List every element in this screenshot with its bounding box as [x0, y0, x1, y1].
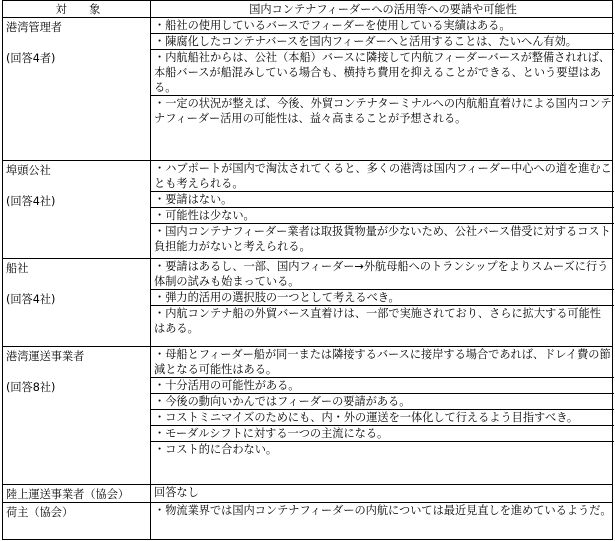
respondent-cell [3, 18, 151, 161]
table-row [3, 485, 613, 503]
respondent-count: (回答4者) [6, 52, 56, 65]
respondent-cell [3, 259, 151, 347]
response-item: ・モーダルシフトに対する一つの主流になる。 [154, 427, 389, 440]
header-content: 国内コンテナフィーダーへの活用等への要請や可能性 [151, 1, 613, 18]
respondent-name: 港湾運送事業者 [6, 350, 85, 363]
response-item: ・内航船社からは、公社（本船）バースに隣接して内航フィーダーバースが整備されれば、本船バースが船混みしている場合も、横持ち費用を抑えることができる、という要望はある。 [154, 51, 611, 94]
response-item: ・母船とフィーダー船が同一または隣接するバースに接岸する場合であれば、ドレイ費の節減となる可能性はある。 [154, 348, 611, 376]
response-item: ・一定の状況が整えば、今後、外貿コンテナターミナルへの内航船直着けによる国内コンテナフィーダー活用の可能性は、益々高まることが予想される。 [154, 97, 612, 125]
response-item: 回答なし [154, 486, 199, 499]
response-item: ・要請はあるし、一部、国内フィーダー→外航母船へのトランシップをよりスムーズに行う体制の試みも始まっている。 [154, 260, 609, 288]
response-cell [151, 503, 613, 540]
response-cell [151, 18, 613, 161]
respondent-name: 陸上運送事業者（協会） [6, 488, 130, 501]
response-item: ・国内コンテナフィーダー業者は取扱貨物量が少ないため、公社バース借受に対するコスト負担能力がないと考えられる。 [154, 225, 611, 253]
respondent-count: (回答4社) [6, 293, 56, 306]
table-body [3, 18, 613, 540]
respondent-cell [3, 485, 151, 503]
response-item: ・コストミニマイズのためにも、内・外の運送を一体化して行えるよう目指すべき。 [154, 411, 579, 424]
respondent-count: (回答8社) [6, 381, 56, 394]
response-item: ・内航コンテナ船の外貿バース直着けは、一部で実施されており、さらに拡大する可能性はある。 [154, 307, 601, 335]
table-row [3, 18, 613, 161]
respondent-count: (回答4社) [6, 195, 56, 208]
respondent-cell [3, 161, 151, 259]
response-item: ・要請はない。 [154, 193, 233, 206]
response-item: ・十分活用の可能性がある。 [154, 379, 300, 392]
response-cell [151, 485, 613, 503]
table-row [3, 347, 613, 485]
response-item: ・コスト的に合わない。 [154, 443, 278, 456]
response-item: ・船社の使用しているバースでフィーダーを使用している実績はある。 [154, 19, 511, 32]
respondent-cell [3, 503, 151, 540]
response-item: ・弾力的活用の選択肢の一つとして考えるべき。 [154, 291, 400, 304]
response-cell [151, 259, 613, 347]
respondent-name: 埠頭公社 [6, 164, 51, 177]
response-item: ・今後の動向いかんではフィーダーの要請がある。 [154, 395, 411, 408]
respondent-cell [3, 347, 151, 485]
response-item: ・物流業界では国内コンテナフィーダーの内航については最近見直しを進めているようだ。 [154, 504, 612, 517]
table-row [3, 161, 613, 259]
response-item: ・可能性は少ない。 [154, 209, 255, 222]
table-header-row [3, 1, 613, 18]
respondent-name: 船社 [6, 262, 29, 275]
survey-table [2, 0, 613, 540]
table-row [3, 259, 613, 347]
respondent-name: 港湾管理者 [6, 21, 62, 34]
response-cell [151, 161, 613, 259]
response-cell [151, 347, 613, 485]
response-item: ・ハブポートが国内で淘汰されてくると、多くの港湾は国内フィーダー中心への道を進むことも考えられる。 [154, 162, 612, 190]
respondent-name: 荷主（協会） [6, 506, 74, 519]
table-row [3, 503, 613, 540]
response-item: ・陳腐化したコンテナバースを国内フィーダーへと活用することは、たいへん有効。 [154, 35, 577, 48]
header-target: 対 象 [3, 1, 151, 18]
